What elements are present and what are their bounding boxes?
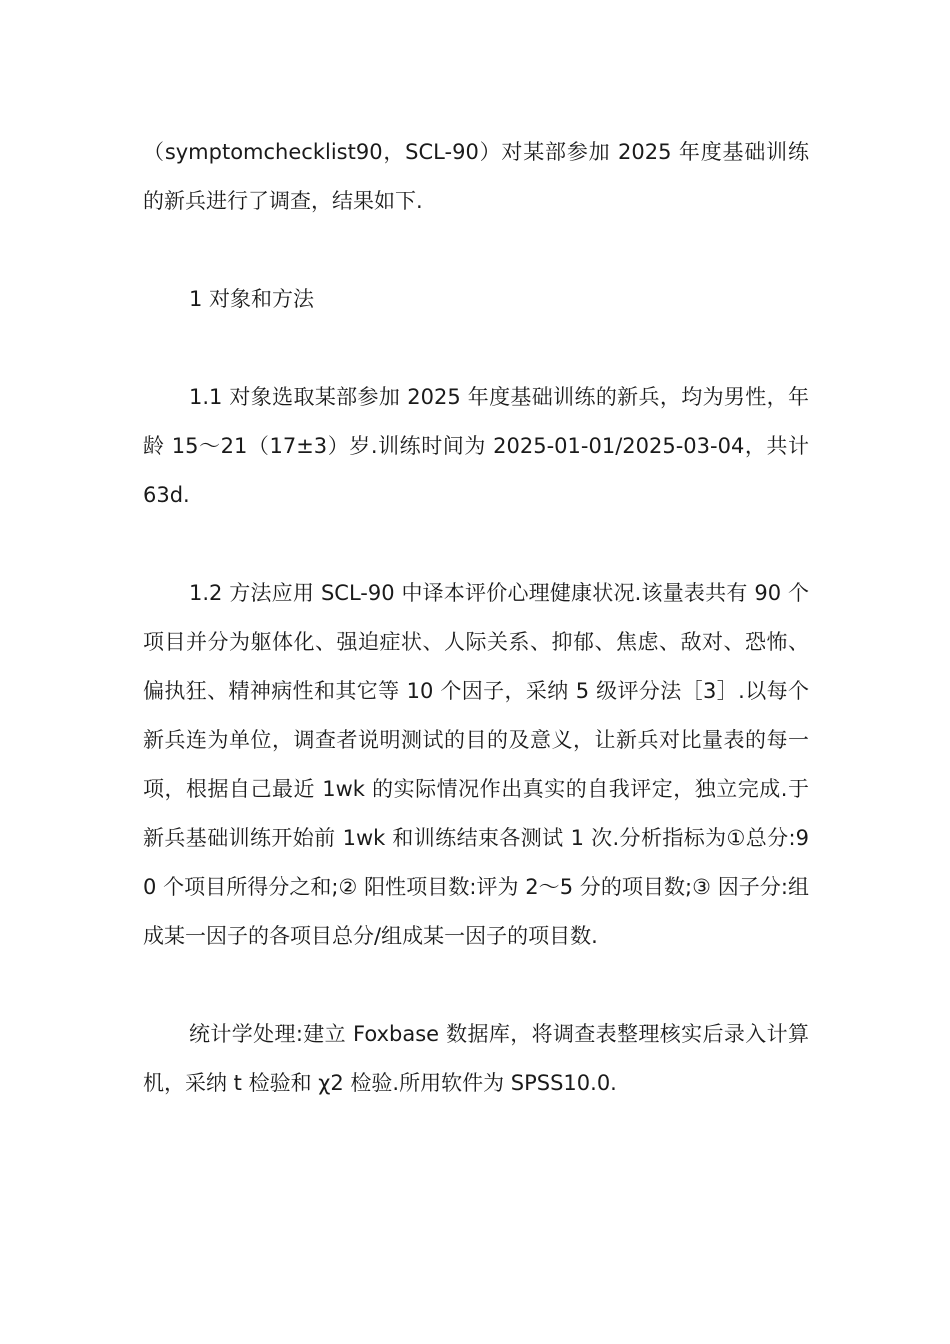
paragraph-intro: （symptomchecklist90，SCL-90）对某部参加 2025 年度基础训练的新兵进行了调查，结果如下. — [143, 140, 809, 213]
paragraph-spacer — [143, 961, 809, 1010]
paragraph-spacer — [143, 226, 809, 275]
section-heading-methods: 1 对象和方法 — [189, 287, 315, 311]
paragraph-spacer — [143, 520, 809, 569]
document-body — [143, 128, 809, 1108]
paragraph-subjects: 1.1 对象选取某部参加 2025 年度基础训练的新兵，均为男性，年龄 15～21（17±3）岁.训练时间为 2025-01-01/2025-03-04，共计 63d. — [143, 385, 809, 507]
paragraph-spacer — [143, 324, 809, 373]
paragraph-statistics: 统计学处理:建立 Foxbase 数据库，将调查表整理核实后录入计算机，采纳 t 检验和 χ2 检验.所用软件为 SPSS10.0. — [143, 1022, 809, 1095]
paragraph-method: 1.2 方法应用 SCL-90 中译本评价心理健康状况.该量表共有 90 个项目并分为躯体化、强迫症状、人际关系、抑郁、焦虑、敌对、恐怖、偏执狂、精神病性和其它等 10 个因子，采纳 5 级评分法［3］.以每个新兵连为单位，调查者说明测试的目的及意义，让新兵对比量表的每一项，根据自己最近 1wk 的实际情况作出真实的自我评定，独立完成.于新兵基础训练开始前 1wk 和训练结束各测试 1 次.分析指标为①总分:90 个项目所得分之和;② 阳性项目数:评为 2～5 分的项目数;③ 因子分:组成某一因子的各项目总分/组成某一因子的项目数. — [143, 581, 809, 948]
